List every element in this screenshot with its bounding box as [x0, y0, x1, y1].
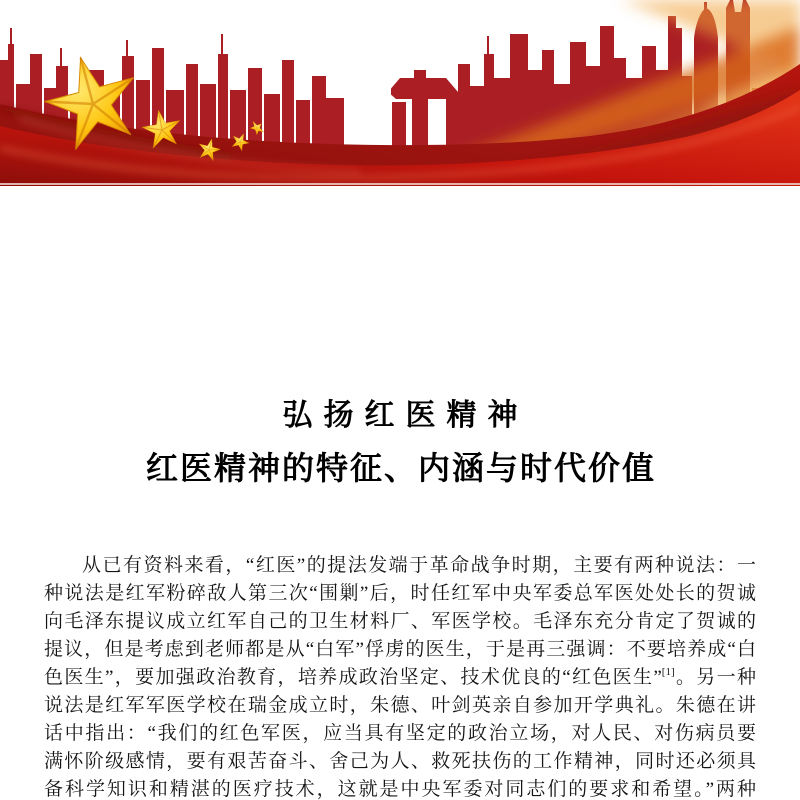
body-line: 满怀阶级感情，要有艰苦奋斗、舍己为人、救死扶伤的工作精神，同时还必须具: [44, 751, 756, 772]
footnote-ref: [1]: [661, 665, 675, 678]
header-banner: [0, 0, 800, 186]
body-line-text: 。另一种: [674, 667, 756, 688]
body-line-text: 色医生”，要加强政治教育，培养成政治坚定、技术优良的“红色医生”: [44, 667, 662, 688]
skyline-arch-gap: [345, 60, 391, 135]
body-paragraph: [44, 552, 756, 800]
body-line: 提议，但是考虑到老师都是从“白军”俘虏的医生，于是再三强调：不要培养成“白: [44, 639, 756, 660]
doc-subtitle: 红医精神的特征、内涵与时代价值: [145, 450, 656, 486]
doc-title: 弘扬红医精神: [282, 399, 529, 432]
body-line: 备科学知识和精湛的医疗技术，这就是中央军委对同志们的要求和希望。”两种: [44, 779, 756, 800]
body-line: 种说法是红军粉碎敌人第三次“围剿”后，时任红军中央军委总军医处处长的贺诚: [44, 583, 756, 604]
body-line: 向毛泽东提议成立红军自己的卫生材料厂、军医学校。毛泽东充分肯定了贺诚的: [44, 611, 756, 632]
body-line: [44, 664, 756, 692]
body-line: 说法是红军军医学校在瑞金成立时，朱德、叶剑英亲自参加开学典礼。朱德在讲: [44, 695, 756, 716]
body-line: 话中指出：“我们的红色军医，应当具有坚定的政治立场，对人民、对伤病员要: [44, 723, 756, 744]
banner-graphic: [0, 0, 800, 186]
banner-bottom-edge: [0, 183, 800, 185]
body-line: 从已有资料来看，“红医”的提法发端于革命战争时期，主要有两种说法：一: [82, 555, 756, 576]
